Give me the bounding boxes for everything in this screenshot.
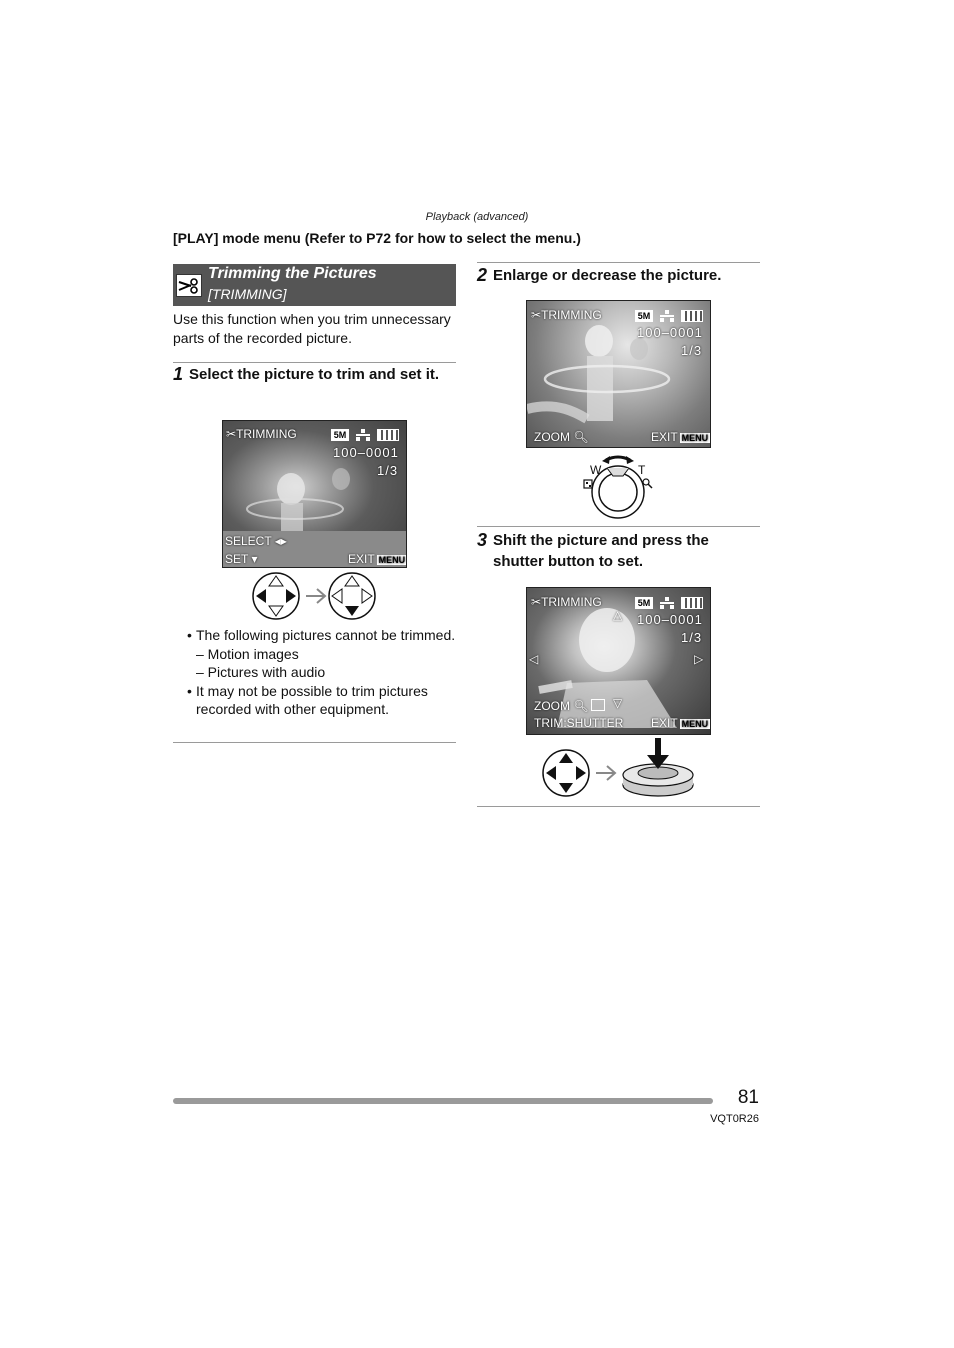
quality-icon: [355, 429, 371, 441]
battery-icon: [681, 597, 703, 609]
zoom-tele-label: T: [638, 463, 646, 477]
picture-count: 1/3: [681, 630, 703, 645]
file-number: 100–0001: [637, 612, 703, 627]
photo-figures: [527, 301, 710, 447]
step-text: Enlarge or decrease the picture.: [493, 267, 722, 284]
select-prompt: SELECT ◂▸: [225, 534, 287, 548]
divider: [477, 262, 760, 263]
section-heading: [173, 264, 456, 306]
note-sub-item: – Pictures with audio: [196, 664, 326, 680]
magnifier-icon: 🔍︎: [573, 699, 589, 713]
exit-prompt: EXIT MENU: [348, 552, 406, 566]
page-number: 81: [737, 1087, 759, 1108]
trimming-label: ✂TRIMMING: [226, 427, 297, 441]
picture-count: 1/3: [681, 343, 703, 358]
trim-shutter-prompt: TRIM:SHUTTER: [534, 716, 624, 730]
quality-icon: [659, 597, 675, 609]
camera-screen-shift: [526, 587, 711, 735]
camera-screen-zoom: [526, 300, 711, 448]
battery-icon: [377, 429, 399, 441]
file-number: 100–0001: [637, 325, 703, 340]
note-sub-item: – Motion images: [196, 645, 299, 662]
divider: [173, 362, 456, 363]
note-item: • It may not be possible to trim pictures recorded with other equipment.: [187, 682, 428, 717]
divider: [477, 526, 760, 527]
section-title: Trimming the Pictures: [208, 265, 377, 282]
battery-icon: [681, 310, 703, 322]
note-item: • The following pictures cannot be trimmed.: [187, 627, 456, 643]
step-number: 1: [173, 364, 184, 384]
trimming-label: ✂TRIMMING: [531, 308, 602, 322]
intro-text: Use this function when you trim unnecessary parts of the recorded picture.: [173, 311, 451, 346]
note-list: [187, 626, 457, 719]
step-text: Shift the picture and press the shutter button to set.: [493, 532, 709, 570]
step-number: 2: [477, 265, 488, 285]
pan-right-icon: ▷: [694, 652, 704, 666]
size-badge: 5M: [635, 310, 653, 322]
wide-zoom-icon: [591, 699, 605, 711]
zoom-indicator: ZOOM 🔍︎: [534, 699, 605, 713]
divider: [173, 742, 456, 743]
camera-screen-select: [222, 420, 407, 568]
step-text: Select the picture to trim and set it.: [189, 366, 440, 383]
pan-down-icon: ▽: [613, 696, 623, 710]
quality-icon: [659, 310, 675, 322]
exit-prompt: EXIT MENU: [651, 430, 709, 444]
pan-up-icon: △: [613, 608, 623, 622]
running-header: Playback (advanced): [425, 211, 529, 223]
size-badge: 5M: [331, 429, 349, 441]
magnifier-icon: 🔍︎: [573, 430, 589, 444]
pan-left-icon: ◁: [529, 652, 539, 666]
trimming-label: ✂TRIMMING: [531, 595, 602, 609]
divider: [477, 806, 760, 807]
step-number: 3: [477, 530, 488, 550]
scissors-icon: [176, 274, 202, 297]
picture-count: 1/3: [377, 463, 399, 478]
cursor-shutter-diagram: [541, 737, 701, 801]
zoom-indicator: ZOOM 🔍︎: [534, 430, 589, 444]
section-subtitle: [TRIMMING]: [208, 286, 287, 302]
zoom-wide-label: W: [590, 463, 602, 477]
size-badge: 5M: [635, 597, 653, 609]
cursor-button-diagram: [251, 571, 379, 621]
document-code: VQT0R26: [710, 1113, 759, 1125]
exit-prompt: EXIT MENU: [651, 716, 709, 730]
set-prompt: SET ▾: [225, 552, 258, 566]
file-number: 100–0001: [333, 445, 399, 460]
menu-reference: [PLAY] mode menu (Refer to P72 for how to select the menu.): [173, 230, 581, 246]
footer-bar: [173, 1098, 713, 1104]
